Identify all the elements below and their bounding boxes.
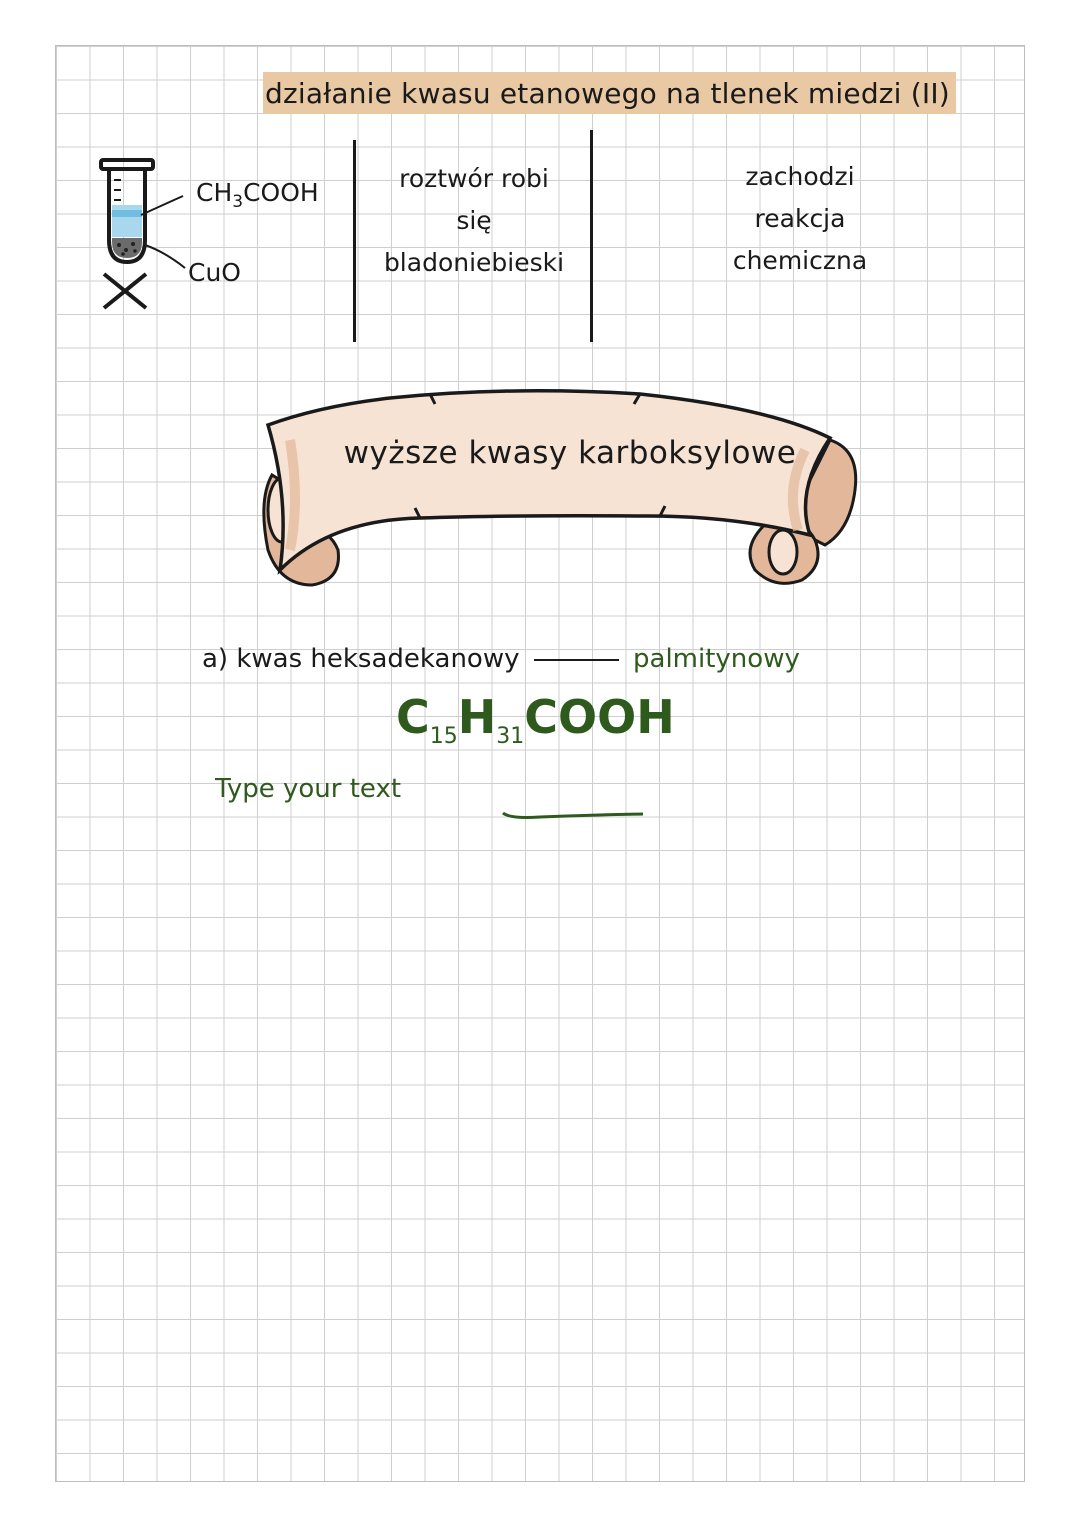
- reagent-copper-oxide: CuO: [188, 258, 241, 287]
- palmitic-acid-formula: $C_{15}H_{31}COOH$: [396, 690, 675, 750]
- table-divider-left: [353, 140, 356, 342]
- reagent-acetic-acid: $CH_3COOH$: [196, 178, 319, 212]
- underline-stroke: [500, 805, 650, 825]
- acid-name-line: a) kwas heksadekanowy palmitynowy: [202, 644, 800, 674]
- page-title: działanie kwasu etanowego na tlenek miedzi (II): [263, 72, 956, 114]
- table-divider-right: [590, 130, 593, 342]
- reagent-pointer-lines: [135, 190, 195, 280]
- observation-cell: roztwór robi się bladoniebieski: [383, 164, 565, 277]
- placeholder-text[interactable]: Type your text: [215, 774, 402, 804]
- dash-separator: [534, 659, 619, 661]
- conclusion-cell: zachodzi reakcja chemiczna: [732, 162, 868, 275]
- banner-title: wyższe kwasy karboksylowe: [343, 435, 797, 471]
- scroll-banner-icon: [250, 380, 870, 595]
